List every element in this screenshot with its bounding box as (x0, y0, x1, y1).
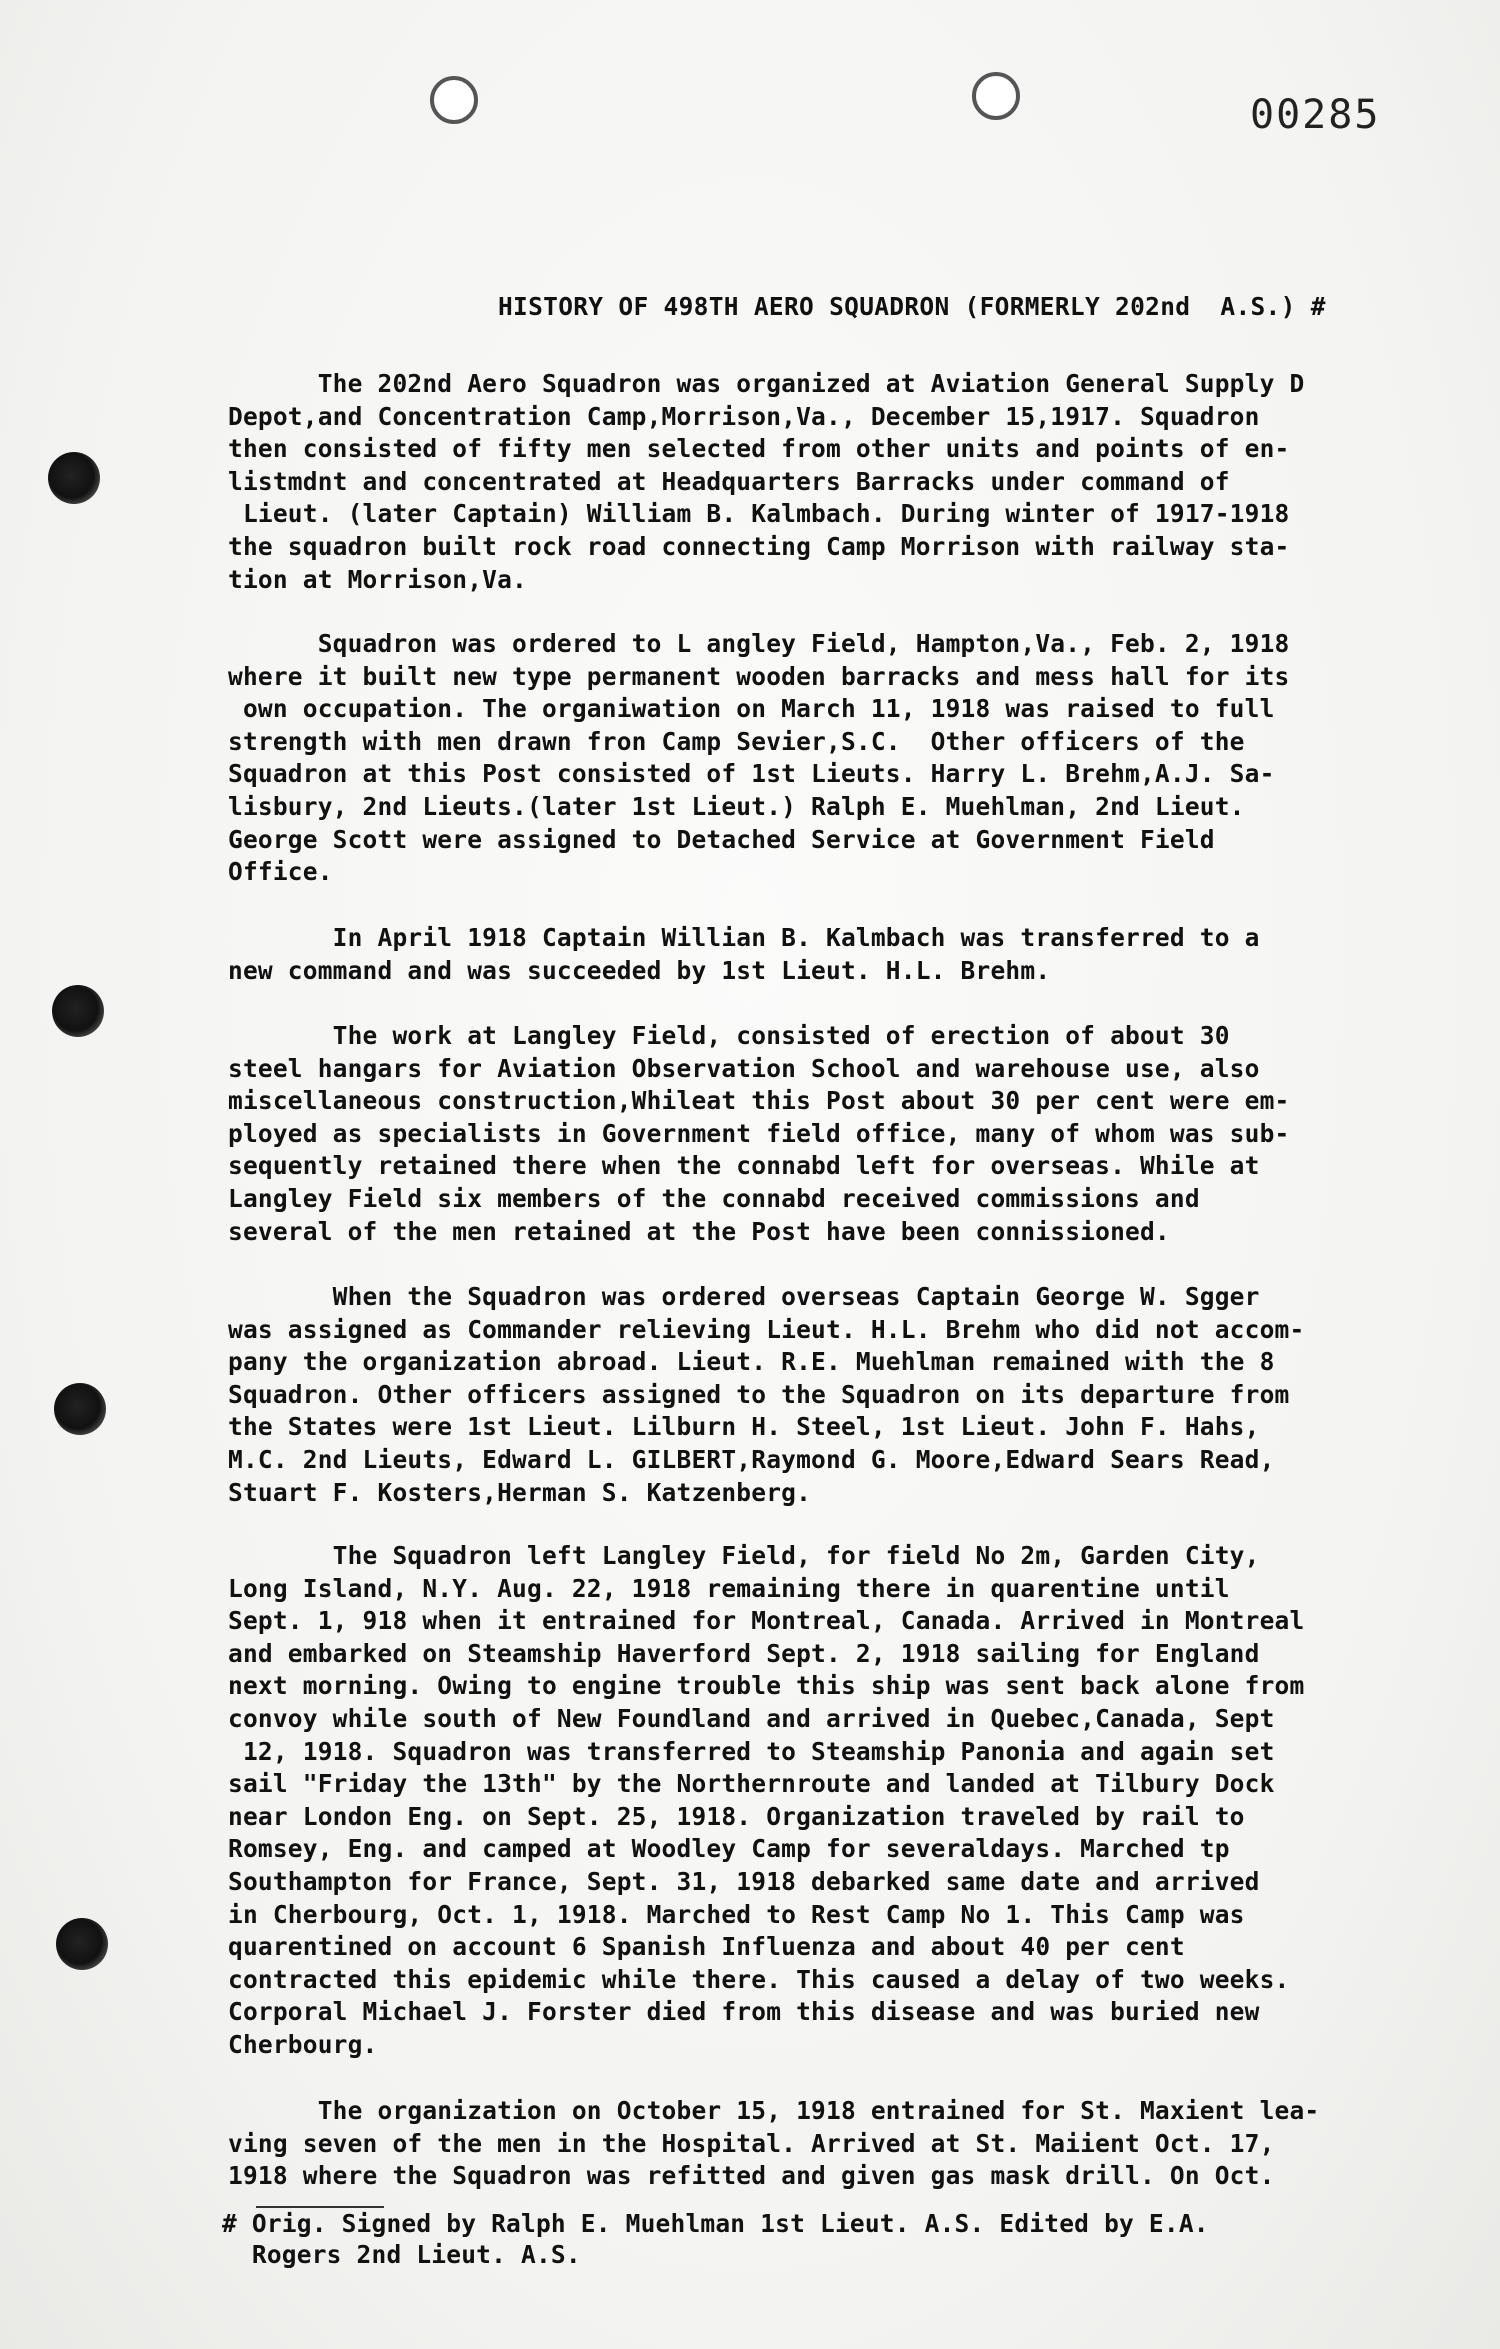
text-line: lisbury, 2nd Lieuts.(later 1st Lieut.) Ralph E. Muehlman, 2nd Lieut. (228, 791, 1245, 821)
binder-hole-icon (972, 72, 1020, 120)
text-line: Long Island, N.Y. Aug. 22, 1918 remaining there in quarentine until (228, 1573, 1230, 1603)
text-line: pany the organization abroad. Lieut. R.E. Muehlman remained with the 8 (228, 1347, 1275, 1377)
text-line: George Scott were assigned to Detached Service at Government Field (228, 824, 1215, 854)
text-line: the squadron built rock road connecting Camp Morrison with railway sta- (228, 531, 1290, 561)
text-line: convoy while south of New Foundland and arrived in Quebec,Canada, Sept (228, 1703, 1275, 1733)
footnote (222, 2208, 1372, 2270)
punch-hole-icon (56, 1918, 108, 1970)
text-line: own occupation. The organiwation on March 11, 1918 was raised to full (228, 694, 1275, 724)
text-line: The 202nd Aero Squadron was organized at Aviation General Supply D (228, 369, 1305, 398)
text-line: then consisted of fifty men selected from other units and points of en- (228, 434, 1290, 464)
text-line: the States were 1st Lieut. Lilburn H. Steel, 1st Lieut. John F. Hahs, (228, 1412, 1260, 1442)
text-line: Sept. 1, 918 when it entrained for Montreal, Canada. Arrived in Montreal (228, 1606, 1305, 1636)
text-line: 1918 where the Squadron was refitted and given gas mask drill. On Oct. (228, 2161, 1275, 2191)
text-line: next morning. Owing to engine trouble this ship was sent back alone from (228, 1671, 1305, 1701)
punch-hole-icon (48, 452, 100, 504)
text-line: listmdnt and concentrated at Headquarters Barracks under command of (228, 466, 1230, 496)
text-line: sequently retained there when the connabd left for overseas. While at (228, 1151, 1260, 1181)
text-line: The organization on October 15, 1918 entrained for St. Maxient lea- (228, 2096, 1320, 2125)
text-line: Southampton for France, Sept. 31, 1918 debarked same date and arrived (228, 1866, 1260, 1896)
text-line: was assigned as Commander relieving Lieut. H.L. Brehm who did not accom- (228, 1314, 1305, 1344)
text-line: In April 1918 Captain Willian B. Kalmbach was transferred to a (228, 923, 1260, 952)
paragraph-5 (228, 1281, 1448, 1509)
text-line: in Cherbourg, Oct. 1, 1918. Marched to Rest Camp No 1. This Camp was (228, 1899, 1245, 1929)
text-line: contracted this epidemic while there. This caused a delay of two weeks. (228, 1964, 1290, 1994)
text-line: Stuart F. Kosters,Herman S. Katzenberg. (228, 1477, 812, 1507)
text-line: 12, 1918. Squadron was transferred to Steamship Panonia and again set (228, 1736, 1275, 1766)
text-line: Squadron was ordered to L angley Field, Hampton,Va., Feb. 2, 1918 (228, 629, 1290, 658)
text-line: and embarked on Steamship Haverford Sept. 2, 1918 sailing for England (228, 1638, 1260, 1668)
text-line: miscellaneous construction,Whileat this Post about 30 per cent were em- (228, 1086, 1290, 1116)
paragraph-4 (228, 1020, 1448, 1248)
binder-hole-icon (430, 76, 478, 124)
text-line: Romsey, Eng. and camped at Woodley Camp for severaldays. Marched tp (228, 1834, 1230, 1864)
page-title: HISTORY OF 498TH AERO SQUADRON (FORMERLY 202nd A.S.) # (498, 292, 1326, 321)
text-line: ployed as specialists in Government field office, many of whom was sub- (228, 1118, 1290, 1148)
text-line: quarentined on account 6 Spanish Influenza and about 40 per cent (228, 1932, 1185, 1962)
text-line: Langley Field six members of the connabd received commissions and (228, 1183, 1200, 1213)
text-line: Office. (228, 857, 333, 887)
text-line: The work at Langley Field, consisted of erection of about 30 (228, 1021, 1230, 1050)
text-line: Squadron at this Post consisted of 1st Lieuts. Harry L. Brehm,A.J. Sa- (228, 759, 1275, 789)
text-line: tion at Morrison,Va. (228, 564, 528, 594)
text-line: steel hangars for Aviation Observation School and warehouse use, also (228, 1053, 1260, 1083)
text-line: new command and was succeeded by 1st Lieut. H.L. Brehm. (228, 955, 1051, 985)
footnote-line: Rogers 2nd Lieut. A.S. (222, 2240, 581, 2269)
text-line: M.C. 2nd Lieuts, Edward L. GILBERT,Raymond G. Moore,Edward Sears Read, (228, 1444, 1275, 1474)
text-line: Cherbourg. (228, 2029, 378, 2059)
text-line: where it built new type permanent wooden barracks and mess hall for its (228, 661, 1290, 691)
text-line: Corporal Michael J. Forster died from this disease and was buried new (228, 1997, 1260, 2027)
paragraph-1 (228, 368, 1448, 596)
text-line: Squadron. Other officers assigned to the Squadron on its departure from (228, 1379, 1290, 1409)
text-line: several of the men retained at the Post have been connissioned. (228, 1216, 1170, 1246)
punch-hole-icon (52, 985, 104, 1037)
paragraph-3 (228, 922, 1448, 987)
text-line: sail "Friday the 13th" by the Northernroute and landed at Tilbury Dock (228, 1769, 1275, 1799)
paragraph-6 (228, 1540, 1448, 2062)
text-line: Depot,and Concentration Camp,Morrison,Va., December 15,1917. Squadron (228, 401, 1260, 431)
text-line: The Squadron left Langley Field, for field No 2m, Garden City, (228, 1541, 1260, 1570)
document-number: 00285 (1250, 92, 1381, 138)
paragraph-2 (228, 628, 1448, 889)
text-line: ving seven of the men in the Hospital. Arrived at St. Maiient Oct. 17, (228, 2128, 1275, 2158)
paragraph-7 (228, 2095, 1448, 2193)
text-line: strength with men drawn fron Camp Sevier,S.C. Other officers of the (228, 726, 1245, 756)
text-line: When the Squadron was ordered overseas Captain George W. Sgger (228, 1282, 1260, 1311)
text-line: near London Eng. on Sept. 25, 1918. Organization traveled by rail to (228, 1801, 1245, 1831)
text-line: Lieut. (later Captain) William B. Kalmbach. During winter of 1917-1918 (228, 499, 1290, 529)
punch-hole-icon (54, 1383, 106, 1435)
footnote-line: # Orig. Signed by Ralph E. Muehlman 1st Lieut. A.S. Edited by E.A. (222, 2209, 1209, 2238)
